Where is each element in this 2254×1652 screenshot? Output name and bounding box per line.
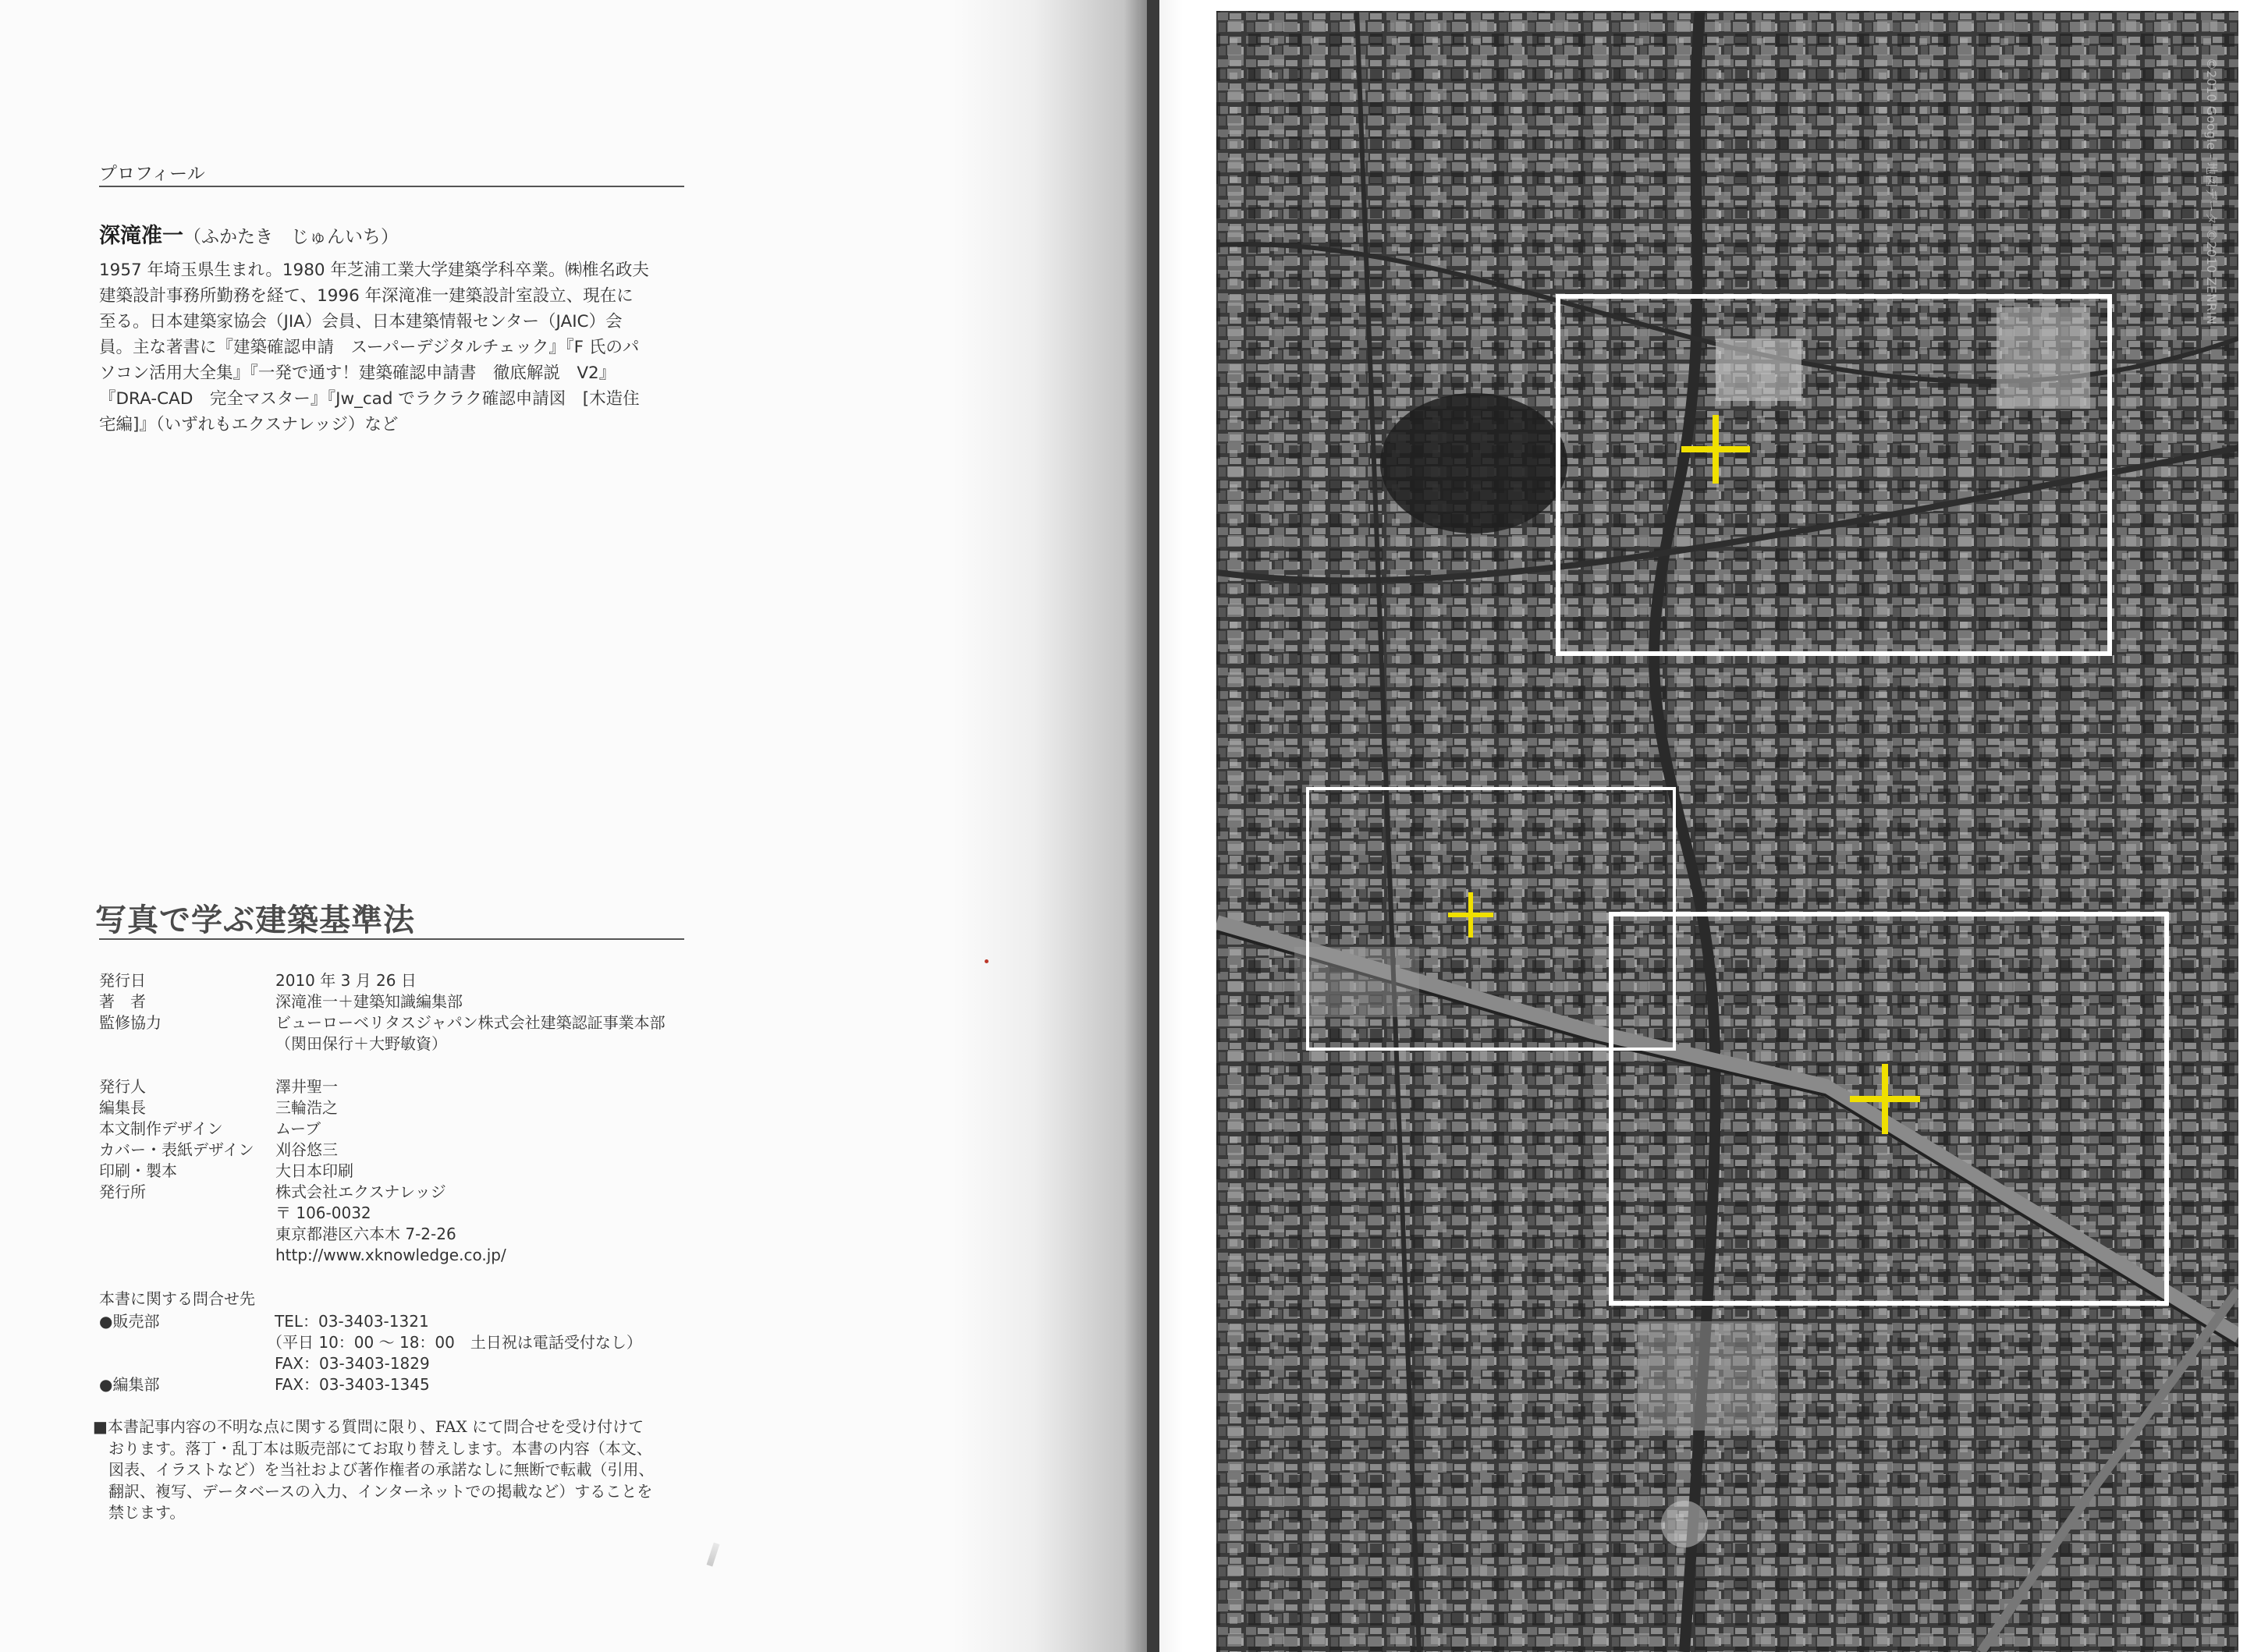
- colophon-key: 発行日: [99, 971, 146, 990]
- colophon-value: （平日 10：00 ～ 18：00 土日祝は電話受付なし）: [267, 1333, 642, 1352]
- highlight-frame: [1556, 294, 2112, 656]
- copyright-notice: [93, 1416, 654, 1524]
- bio-line: 『DRA-CAD 完全マスター』『Jw_cad でラクラク確認申請図 [木造住: [99, 389, 640, 409]
- notice-line: 禁じます。: [93, 1503, 186, 1522]
- author-bio: [99, 257, 649, 438]
- colophon-value: TEL：03-3403-1321: [275, 1312, 429, 1331]
- colophon-value: （関田保行＋大野敏資）: [275, 1034, 447, 1053]
- gutter-shadow: [952, 0, 1155, 1652]
- bio-line: ソコン活用大全集』『一発で通す！建築確認申請書 徹底解説 V2』: [99, 363, 616, 383]
- profile-divider: [99, 186, 684, 187]
- author-heading: [99, 218, 399, 249]
- colophon-value: 三輪浩之: [275, 1098, 338, 1117]
- colophon-key: 監修協力: [99, 1013, 162, 1032]
- profile-section-label: プロフィール: [99, 164, 205, 184]
- paper-mark: [707, 1542, 720, 1566]
- colophon-key: ●編集部: [99, 1375, 160, 1394]
- contact-heading: 本書に関する問合せ先: [99, 1289, 255, 1308]
- notice-line: ■本書記事内容の不明な点に関する質問に限り、FAX にて問合せを受け付けて: [93, 1417, 644, 1436]
- location-marker: [1681, 415, 1750, 484]
- bio-line: 員。主な著書に『建築確認申請 スーパーデジタルチェック』『F 氏のパ: [99, 338, 640, 357]
- colophon-value: 澤井聖一: [275, 1077, 338, 1096]
- colophon-value: 深滝准一＋建築知識編集部: [275, 992, 463, 1011]
- page-edge: [1159, 0, 1183, 1652]
- location-marker: [1850, 1064, 1920, 1134]
- notice-line: おります。落丁・乱丁本は販売部にてお取り替えします。本書の内容（本文、: [93, 1438, 652, 1458]
- bio-line: 建築設計事務所勤務を経て、1996 年深滝准一建築設計室設立、現在に: [99, 286, 634, 306]
- map-credit: ©2010 Google - 地図データ ©2010 ZENRIN: [2204, 58, 2219, 324]
- colophon-value: 東京都港区六本木 7-2-26: [275, 1225, 456, 1243]
- colophon-value: FAX：03-3403-1345: [275, 1375, 430, 1394]
- bio-line: 1957 年埼玉県生まれ。1980 年芝浦工業大学建築学科卒業。㈱椎名政夫: [99, 261, 649, 280]
- colophon-value: 2010 年 3 月 26 日: [275, 971, 417, 990]
- title-divider: [99, 938, 684, 940]
- colophon-value: 大日本印刷: [275, 1161, 353, 1180]
- aerial-photo: [1216, 11, 2238, 1652]
- colophon-value: FAX：03-3403-1829: [275, 1354, 430, 1373]
- gutter-edge: [1147, 0, 1159, 1652]
- colophon-key: 編集長: [99, 1098, 146, 1117]
- colophon-key: 発行人: [99, 1077, 146, 1096]
- colophon-value: ビューローベリタスジャパン株式会社建築認証事業本部: [275, 1013, 666, 1032]
- colophon-key: カバー・表紙デザイン: [99, 1140, 254, 1159]
- colophon-value: 株式会社エクスナレッジ: [275, 1182, 446, 1201]
- colophon-key: 印刷・製本: [99, 1161, 177, 1180]
- bio-line: 宅編]』（いずれもエクスナレッジ）など: [99, 415, 399, 434]
- author-reading: （ふかたき じゅんいち）: [183, 227, 399, 247]
- bio-line: 至る。日本建築家協会（JIA）会員、日本建築情報センター（JAIC）会: [99, 312, 623, 331]
- colophon-value: 〒 106-0032: [275, 1204, 371, 1222]
- colophon-key: 著 者: [99, 992, 146, 1011]
- notice-line: 翻訳、複写、データベースの入力、インターネットでの掲載など）することを: [93, 1481, 653, 1501]
- colophon-value: 刈谷悠三: [275, 1140, 338, 1159]
- colophon-value: ムーブ: [275, 1119, 321, 1138]
- book-title: 写真で学ぶ建築基準法: [95, 902, 415, 938]
- author-name: 深滝准一: [99, 224, 183, 248]
- colophon-key: ●販売部: [99, 1312, 160, 1331]
- location-marker: [1448, 892, 1493, 938]
- colophon-key: 本文制作デザイン: [99, 1119, 223, 1138]
- notice-line: 図表、イラストなど）を当社および著作権者の承諾なしに無断で転載（引用、: [93, 1460, 655, 1479]
- colophon-key: 発行所: [99, 1182, 146, 1201]
- colophon-link[interactable]: http://www.xknowledge.co.jp/: [275, 1246, 506, 1264]
